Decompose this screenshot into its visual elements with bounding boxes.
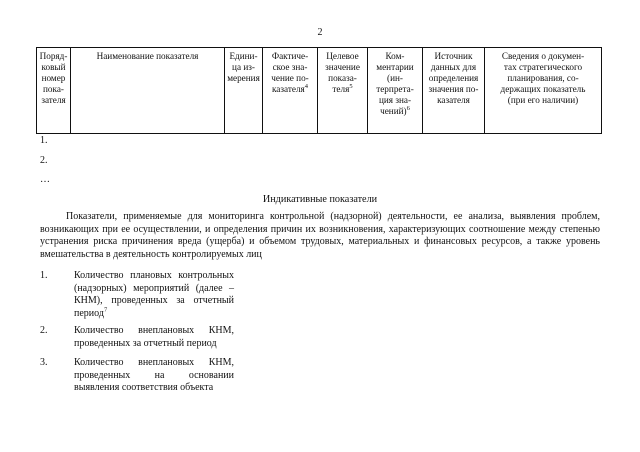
header-cell-source: Источник данных для определения значения по- казателя <box>423 48 485 134</box>
page-number: 2 <box>317 27 323 38</box>
indicator-number: 2. <box>40 325 48 336</box>
header-cell-number: Поряд- ковый номер пока- зателя <box>37 48 71 134</box>
footnote-mark: 4 <box>304 82 309 90</box>
indicator-header-table <box>36 47 602 134</box>
section-title: Индикативные показатели <box>262 194 378 205</box>
header-cell-comments: Ком- ментарии (ин- терпрета- ция зна- чений)$^6$ <box>368 48 423 134</box>
indicator-number: 1. <box>40 270 48 281</box>
indicator-text: Количество плановых контрольных (надзорных) мероприятий (далее – КНМ), проведенных за отчетный период$^7$ <box>74 270 234 319</box>
header-cell-target-value: Целевое значение показа- теля$^5$ <box>318 48 368 134</box>
indicator-number: 3. <box>40 357 48 368</box>
footnote-mark: 6 <box>406 104 410 112</box>
footnote-mark: 5 <box>349 82 353 90</box>
header-cell-unit: Едини- ца из- мерения <box>225 48 263 134</box>
indicator-text: Количество внеплановых КНМ, проведенных за отчетный период <box>74 325 234 349</box>
indicator-text: Количество внеплановых КНМ, проведенных на основании выявления соответствия объекта <box>74 357 234 393</box>
header-cell-name: Наименование показателя <box>71 48 225 134</box>
table-row-number: … <box>40 174 50 185</box>
footnote-mark: 7 <box>103 306 108 314</box>
table-row-number: 1. <box>40 135 48 146</box>
table-row-number: 2. <box>40 155 48 166</box>
intro-paragraph: Показатели, применяемые для мониторинга контрольной (надзорной) деятельности, ее анализа, выявления проблем, возникающих при ее осуществлении, и определения причин их возникновения, характеризующих соотношение между степенью устранения риска причинения вреда (ущерба) и объемом трудовых, материальных и финансовых ресурсов, а также уровень вмешательства в деятельность контролируемых лиц <box>40 211 600 260</box>
header-cell-actual-value: Фактиче- ское зна- чение по- казателя$^4$ <box>263 48 318 134</box>
header-cell-strategic-docs: Сведения о докумен- тах стратегического планирования, со- держащих показатель (при его наличии) <box>485 48 602 134</box>
